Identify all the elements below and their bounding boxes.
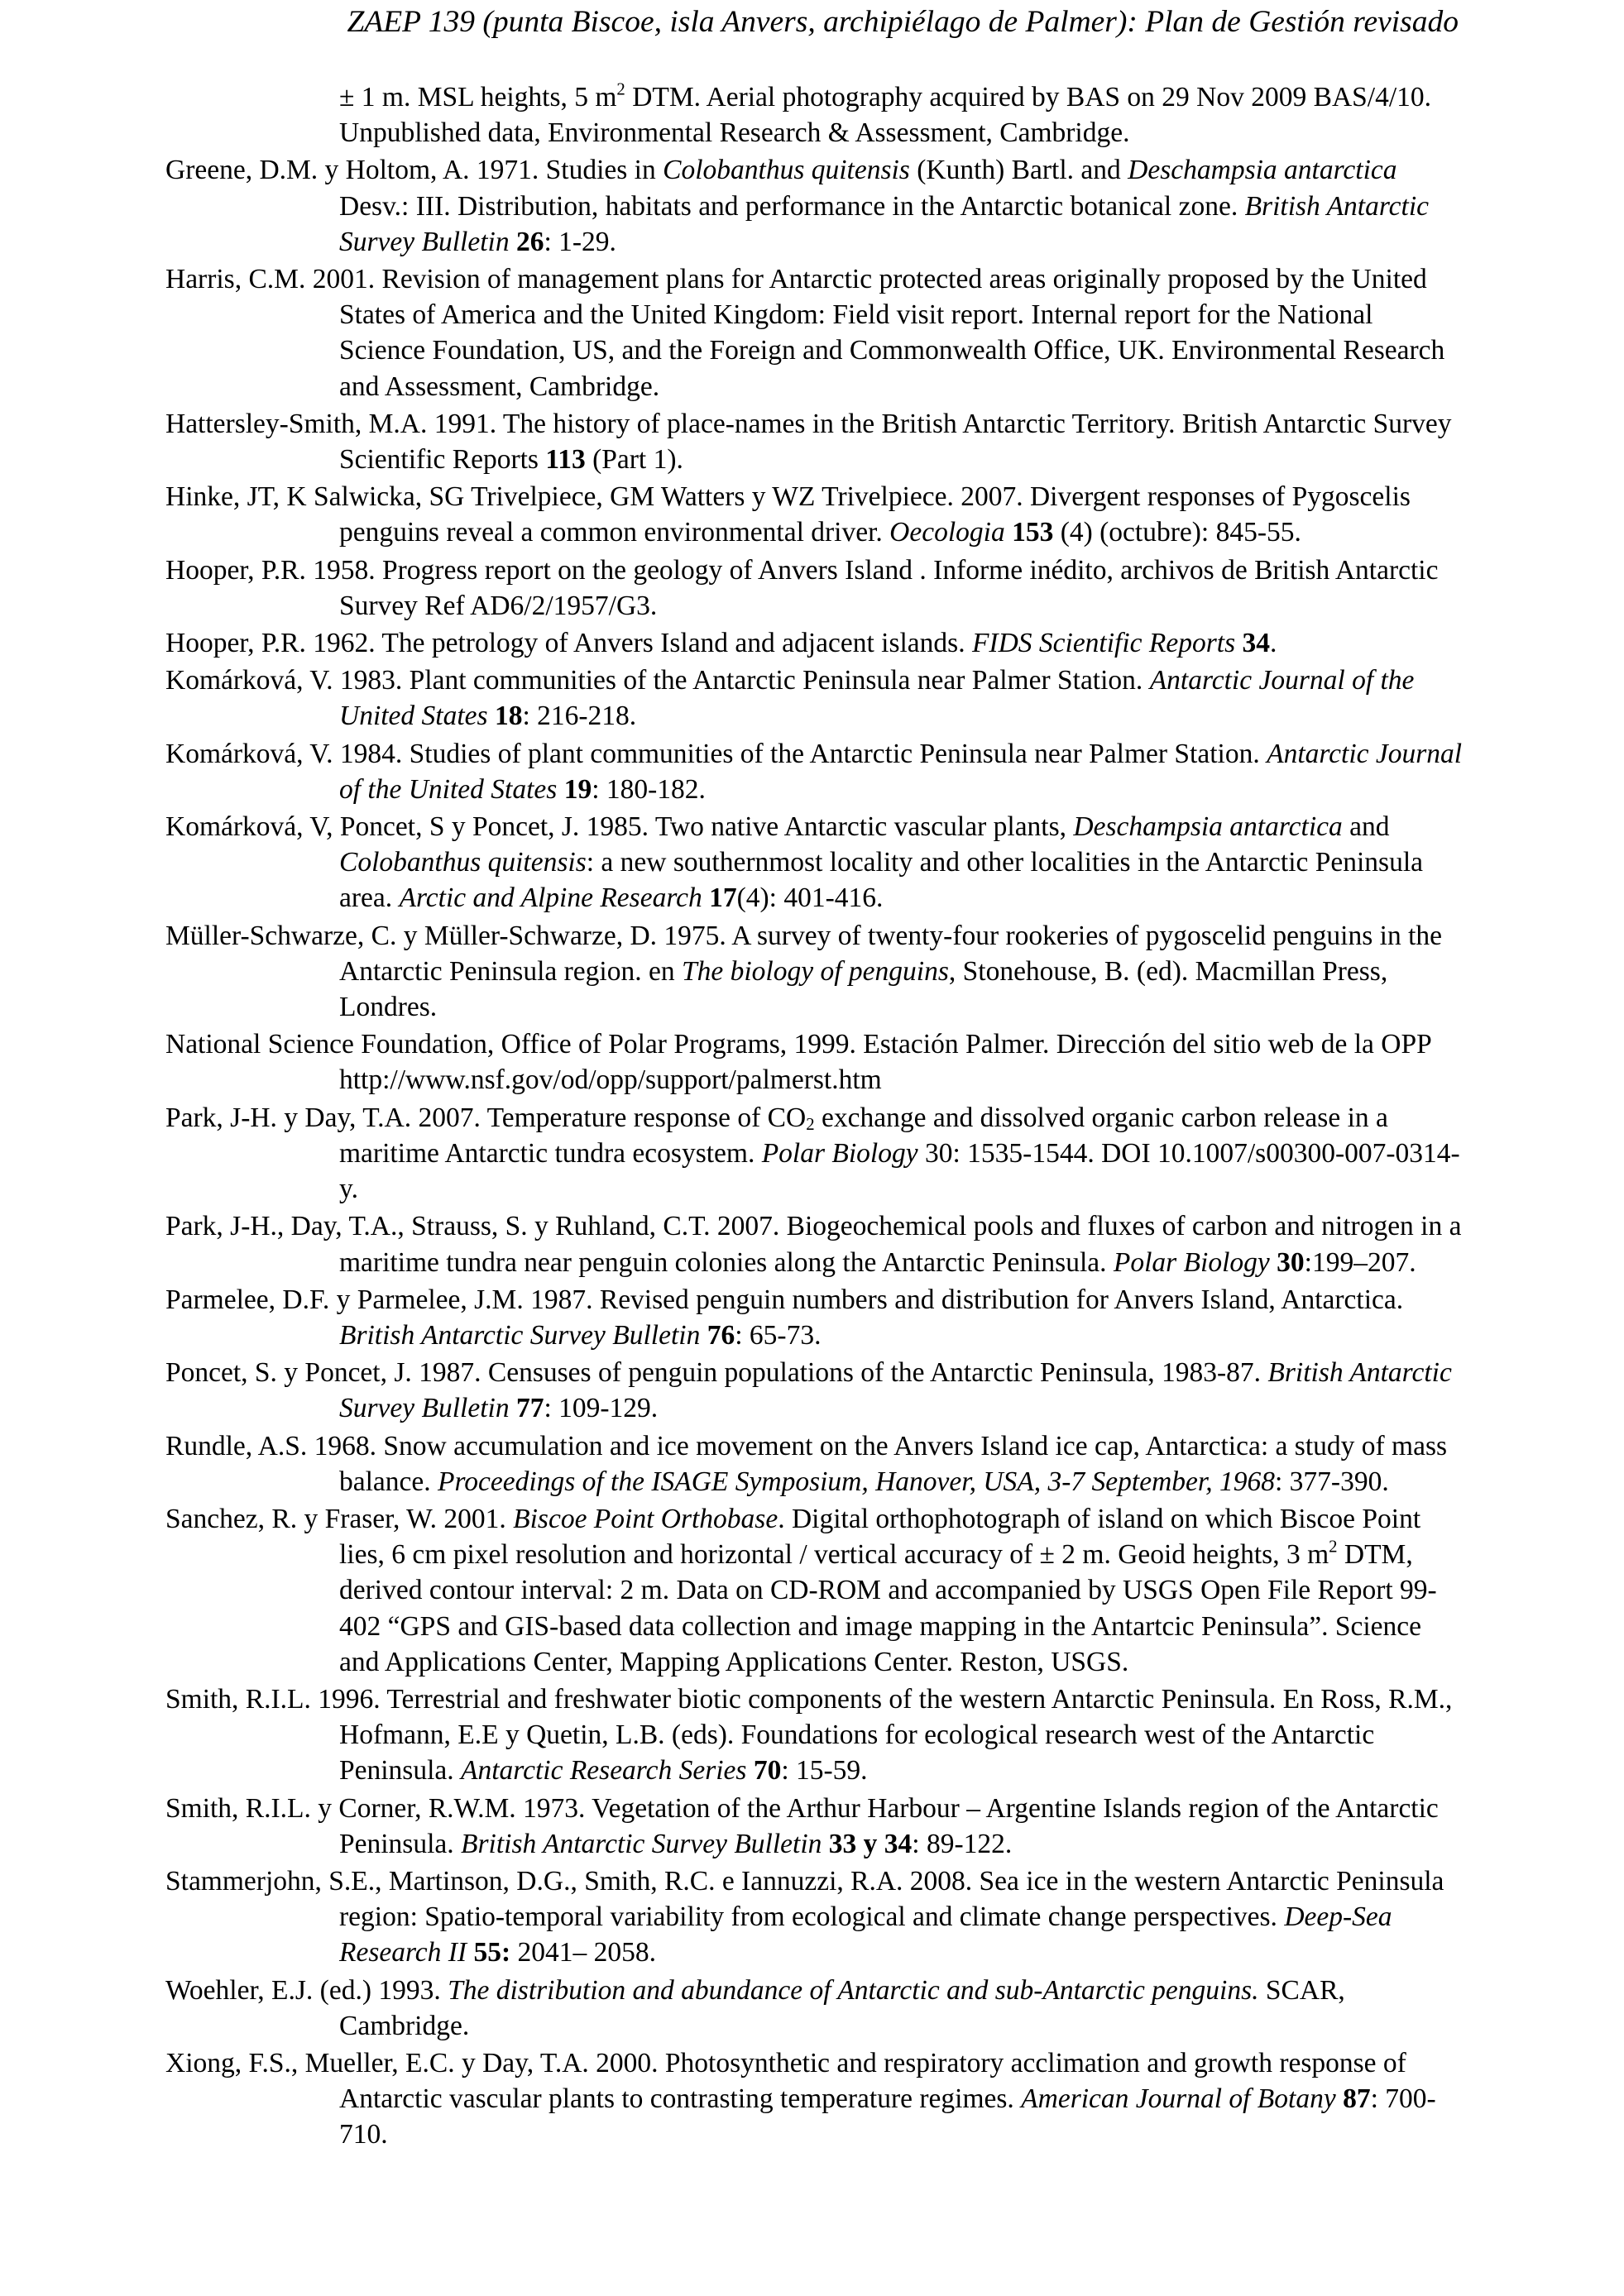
- reference-stammerjohn-2008: Stammerjohn, S.E., Martinson, D.G., Smith, R.C. e Iannuzzi, R.A. 2008. Sea ice in the western Antarctic Peninsula region: Spatio-temporal variability from ecological and climate change perspectives. Deep-Sea Research II 55: 2041– 2058.: [165, 1865, 1444, 1968]
- reference-komarkova-1984: Komárková, V. 1984. Studies of plant communities of the Antarctic Peninsula near Palmer Station. Antarctic Journal of the United States 19: 180-182.: [165, 738, 1463, 805]
- reference-hinke-2007: Hinke, JT, K Salwicka, SG Trivelpiece, GM Watters y WZ Trivelpiece. 2007. Divergent responses of Pygoscelis penguins reveal a common environmental driver. Oecologia 153 (4) (octubre): 845-55.: [165, 481, 1411, 548]
- reference-greene-1971: Greene, D.M. y Holtom, A. 1971. Studies in Colobanthus quitensis (Kunth) Bartl. and Deschampsia antarctica Desv.: III. Distribution, habitats and performance in the Antarctic botanical zone. British Antarctic Survey Bulletin 26: 1-29.: [165, 155, 1429, 257]
- reference-park-et-al-2007: Park, J-H., Day, T.A., Strauss, S. y Ruhland, C.T. 2007. Biogeochemical pools and fluxes of carbon and nitrogen in a maritime tundra near penguin colonies along the Antarctic Peninsula. Polar Biology 30:199–207.: [165, 1211, 1462, 1278]
- reference-nsf-1999: National Science Foundation, Office of Polar Programs, 1999. Estación Palmer. Dirección del sitio web de la OPP http://www.nsf.gov/od/opp/support/palmerst.htm: [165, 1029, 1431, 1096]
- reference-komarkova-1985: Komárková, V, Poncet, S y Poncet, J. 1985. Two native Antarctic vascular plants, Deschampsia antarctica and Colobanthus quitensis: a new southernmost locality and other localities in the Antarctic Peninsula area. Arctic and Alpine Research 17(4): 401-416.: [165, 811, 1424, 914]
- reference-smith-1996: Smith, R.I.L. 1996. Terrestrial and freshwater biotic components of the western Antarctic Peninsula. En Ross, R.M., Hofmann, E.E y Quetin, L.B. (eds). Foundations for ecological research west of the Antarctic Peninsula. Antarctic Research Series 70: 15-59.: [165, 1683, 1453, 1787]
- reference-parmelee-1987: Parmelee, D.F. y Parmelee, J.M. 1987. Revised penguin numbers and distribution for Anvers Island, Antarctica. British Antarctic Survey Bulletin 76: 65-73.: [165, 1284, 1404, 1351]
- page-header: ZAEP 139 (punta Biscoe, isla Anvers, archipiélago de Palmer): Plan de Gestión revisado: [347, 5, 1459, 39]
- reference-woehler-1993: Woehler, E.J. (ed.) 1993. The distribution and abundance of Antarctic and sub-Antarctic penguins. SCAR, Cambridge.: [165, 1974, 1345, 2041]
- reference-muller-schwarze-1975: Müller-Schwarze, C. y Müller-Schwarze, D. 1975. A survey of twenty-four rookeries of pygoscelid penguins in the Antarctic Peninsula region. en The biology of penguins, Stonehouse, B. (ed). Macmillan Press, Londres.: [165, 920, 1443, 1023]
- reference-list: [165, 79, 1464, 2155]
- reference-komarkova-1983: Komárková, V. 1983. Plant communities of the Antarctic Peninsula near Palmer Station. Antarctic Journal of the United States 18: 216-218.: [165, 665, 1415, 732]
- reference-poncet-1987: Poncet, S. y Poncet, J. 1987. Censuses of penguin populations of the Antarctic Peninsula, 1983-87. British Antarctic Survey Bulletin 77: 109-129.: [165, 1357, 1452, 1424]
- reference-harris-2001: Harris, C.M. 2001. Revision of management plans for Antarctic protected areas originally proposed by the United States of America and the United Kingdom: Field visit report. Internal report for the National Science Foundation, US, and the Foreign and Commonwealth Office, UK. Environmental Research and Assessment, Cambridge.: [165, 264, 1445, 402]
- reference-rundle-1968: Rundle, A.S. 1968. Snow accumulation and ice movement on the Anvers Island ice cap, Antarctica: a study of mass balance. Proceedings of the ISAGE Symposium, Hanover, USA, 3-7 September, 1968: 377-390.: [165, 1430, 1448, 1497]
- reference-hooper-1962: Hooper, P.R. 1962. The petrology of Anvers Island and adjacent islands. FIDS Scientific Reports 34.: [165, 628, 1277, 659]
- reference-sanchez-2001: Sanchez, R. y Fraser, W. 2001. Biscoe Point Orthobase. Digital orthophotograph of island on which Biscoe Point lies, 6 cm pixel resolution and horizontal / vertical accuracy of ± 2 m. Geoid heights, 3 $m^2$ DTM, derived contour interval: 2 m. Data on CD-ROM and accompanied by USGS Open File Report 99-402 “GPS and GIS-based data collection and image mapping in the Antartcic Peninsula”. Science and Applications Center, Mapping Applications Center. Reston, USGS.: [165, 1503, 1437, 1677]
- reference-hooper-1958: Hooper, P.R. 1958. Progress report on the geology of Anvers Island . Informe inédito, archivos de British Antarctic Survey Ref AD6/2/1957/G3.: [165, 554, 1439, 621]
- reference-smith-corner-1973: Smith, R.I.L. y Corner, R.W.M. 1973. Vegetation of the Arthur Harbour – Argentine Islands region of the Antarctic Peninsula. British Antarctic Survey Bulletin 33 y 34: 89-122.: [165, 1792, 1439, 1859]
- reference-hattersley-smith-1991: Hattersley-Smith, M.A. 1991. The history of place-names in the British Antarctic Territory. British Antarctic Survey Scientific Reports 113 (Part 1).: [165, 408, 1452, 476]
- reference-xiong-2000: Xiong, F.S., Mueller, E.C. y Day, T.A. 2000. Photosynthetic and respiratory acclimation and growth response of Antarctic vascular plants to contrasting temperature regimes. American Journal of Botany 87: 700-710.: [165, 2047, 1436, 2150]
- reference-continuation: ± 1 m. MSL heights, 5 $m^2$ DTM. Aerial photography acquired by BAS on 29 Nov 2009 BAS/4/10. Unpublished data, Environmental Research & Assessment, Cambridge.: [339, 79, 1432, 149]
- reference-park-day-2007: Park, J-H. y Day, T.A. 2007. Temperature response of $CO_2$ exchange and dissolved organic carbon release in a maritime Antarctic tundra ecosystem. Polar Biology 30: 1535-1544. DOI 10.1007/s00300-007-0314-y.: [165, 1102, 1460, 1205]
